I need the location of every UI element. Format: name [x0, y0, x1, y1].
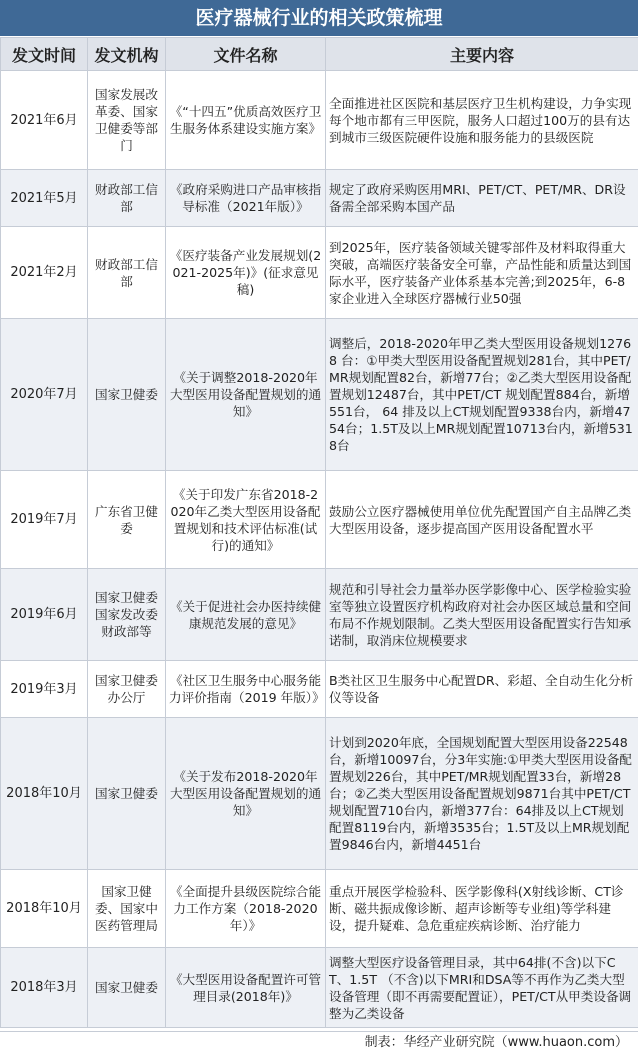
header-content: 主要内容: [326, 38, 638, 71]
cell-content: 全面推进社区医院和基层医疗卫生机构建设，力争实现每个地市都有三甲医院，服务人口超过100万的县有达到城市三级医院硬件设施和服务能力的县级医院: [326, 71, 638, 170]
source-footer: 制表：华经产业研究院（www.huaon.com）: [0, 1031, 638, 1054]
cell-doc: 《关于促进社会办医持续健康规范发展的意见》: [166, 569, 326, 661]
cell-content: 调整大型医疗设备管理目录，其中64排(不含)以下CT、1.5T （不含)以下MRI和DSA等不再作为乙类大型设备管理（即不再需要配置证），PET/CT从甲类设备调整为乙类设备: [326, 948, 638, 1028]
table-row: [1, 569, 638, 661]
cell-content: 规定了政府采购医用MRI、PET/CT、PET/MR、DR设备需全部采购本国产品: [326, 170, 638, 227]
cell-content: 计划到2020年底，全国规划配置大型医用设备22548台，新增10097台，分3年实施:①甲类大型医用设备配置规划226台，其中PET/MR规划配置33台，新增28台；②乙类大型医用设备配置规划9871台其中PET/CT规划配置710台内，新增377台：64排及以上CT规划配置8119台内，新增3535台；1.5T及以上MR规划配置9846台内，新增4451台: [326, 718, 638, 870]
cell-doc: 《关于印发广东省2018-2020年乙类大型医用设备配置规划和技术评估标准(试行)的通知》: [166, 471, 326, 569]
table-row: [1, 870, 638, 948]
cell-content: 鼓励公立医疗器械使用单位优先配置国产自主品牌乙类大型医用设备，逐步提高国产医用设备配置水平: [326, 471, 638, 569]
cell-org: 国家卫健委: [88, 718, 166, 870]
cell-date: 2021年5月: [1, 170, 88, 227]
cell-org: 国家卫健委办公厅: [88, 661, 166, 718]
cell-content: 规范和引导社会力量举办医学影像中心、医学检验实验室等独立设置医疗机构政府对社会办医区域总量和空间布局不作规划限制。乙类大型医用设备配置实行告知承诺制，取消床位规模要求: [326, 569, 638, 661]
cell-doc: 《政府采购进口产品审核指导标准（2021年版）》: [166, 170, 326, 227]
cell-org: 国家卫健委: [88, 948, 166, 1028]
table-row: [1, 718, 638, 870]
cell-org: 财政部工信部: [88, 170, 166, 227]
cell-org: 国家卫健委国家发改委财政部等: [88, 569, 166, 661]
header-org: 发文机构: [88, 38, 166, 71]
policy-table: [0, 37, 638, 1028]
cell-content: B类社区卫生服务中心配置DR、彩超、全自动生化分析仪等设备: [326, 661, 638, 718]
cell-doc: 《全面提升县级医院综合能力工作方案（2018-2020年）》: [166, 870, 326, 948]
table-row: [1, 319, 638, 471]
cell-org: 国家卫健委、国家中医药管理局: [88, 870, 166, 948]
cell-date: 2021年2月: [1, 227, 88, 319]
header-doc: 文件名称: [166, 38, 326, 71]
cell-doc: 《关于调整2018-2020年大型医用设备配置规划的通知》: [166, 319, 326, 471]
table-row: [1, 471, 638, 569]
cell-date: 2018年10月: [1, 870, 88, 948]
cell-content: 调整后，2018-2020年甲乙类大型医用设备规划12768 台：①甲类大型医用设备配置规划281台，其中PET/MR规划配置82台，新增77台；②乙类大型医用设备配置规划12487台，其中PET/CT 规划配置884台，新增551台， 64 排及以上CT规划配置9338台内，新增4754台；1.5T及以上MR规划配置10713台内，新增5318台: [326, 319, 638, 471]
table-header-row: [1, 38, 638, 71]
cell-org: 广东省卫健委: [88, 471, 166, 569]
cell-content: 重点开展医学检验科、医学影像科(X射线诊断、CT诊断、磁共振成像诊断、超声诊断等专业组)等学科建设，提升疑难、急危重症疾病诊断、治疗能力: [326, 870, 638, 948]
cell-doc: 《“十四五”优质高效医疗卫生服务体系建设实施方案》: [166, 71, 326, 170]
cell-org: 财政部工信部: [88, 227, 166, 319]
table-row: [1, 948, 638, 1028]
cell-date: 2018年3月: [1, 948, 88, 1028]
cell-org: 国家发展改革委、国家卫健委等部门: [88, 71, 166, 170]
cell-doc: 《大型医用设备配置许可管理目录(2018年)》: [166, 948, 326, 1028]
cell-date: 2018年10月: [1, 718, 88, 870]
page-title: 医疗器械行业的相关政策梳理: [0, 0, 638, 37]
cell-date: 2019年7月: [1, 471, 88, 569]
table-row: [1, 170, 638, 227]
header-date: 发文时间: [1, 38, 88, 71]
cell-date: 2021年6月: [1, 71, 88, 170]
cell-date: 2020年7月: [1, 319, 88, 471]
cell-date: 2019年3月: [1, 661, 88, 718]
table-row: [1, 227, 638, 319]
cell-doc: 《社区卫生服务中心服务能力评价指南（2019 年版）》: [166, 661, 326, 718]
cell-content: 到2025年，医疗装备领域关键零部件及材料取得重大突破，高端医疗装备安全可靠，产品性能和质量达到国际水平，医疗装备产业体系基本完善;到2025年，6-8家企业进入全球医疗器械行业50强: [326, 227, 638, 319]
cell-org: 国家卫健委: [88, 319, 166, 471]
cell-doc: 《医疗装备产业发展规划(2021-2025年)》(征求意见稿): [166, 227, 326, 319]
table-row: [1, 71, 638, 170]
cell-doc: 《关于发布2018-2020年大型医用设备配置规划的通知》: [166, 718, 326, 870]
table-row: [1, 661, 638, 718]
cell-date: 2019年6月: [1, 569, 88, 661]
